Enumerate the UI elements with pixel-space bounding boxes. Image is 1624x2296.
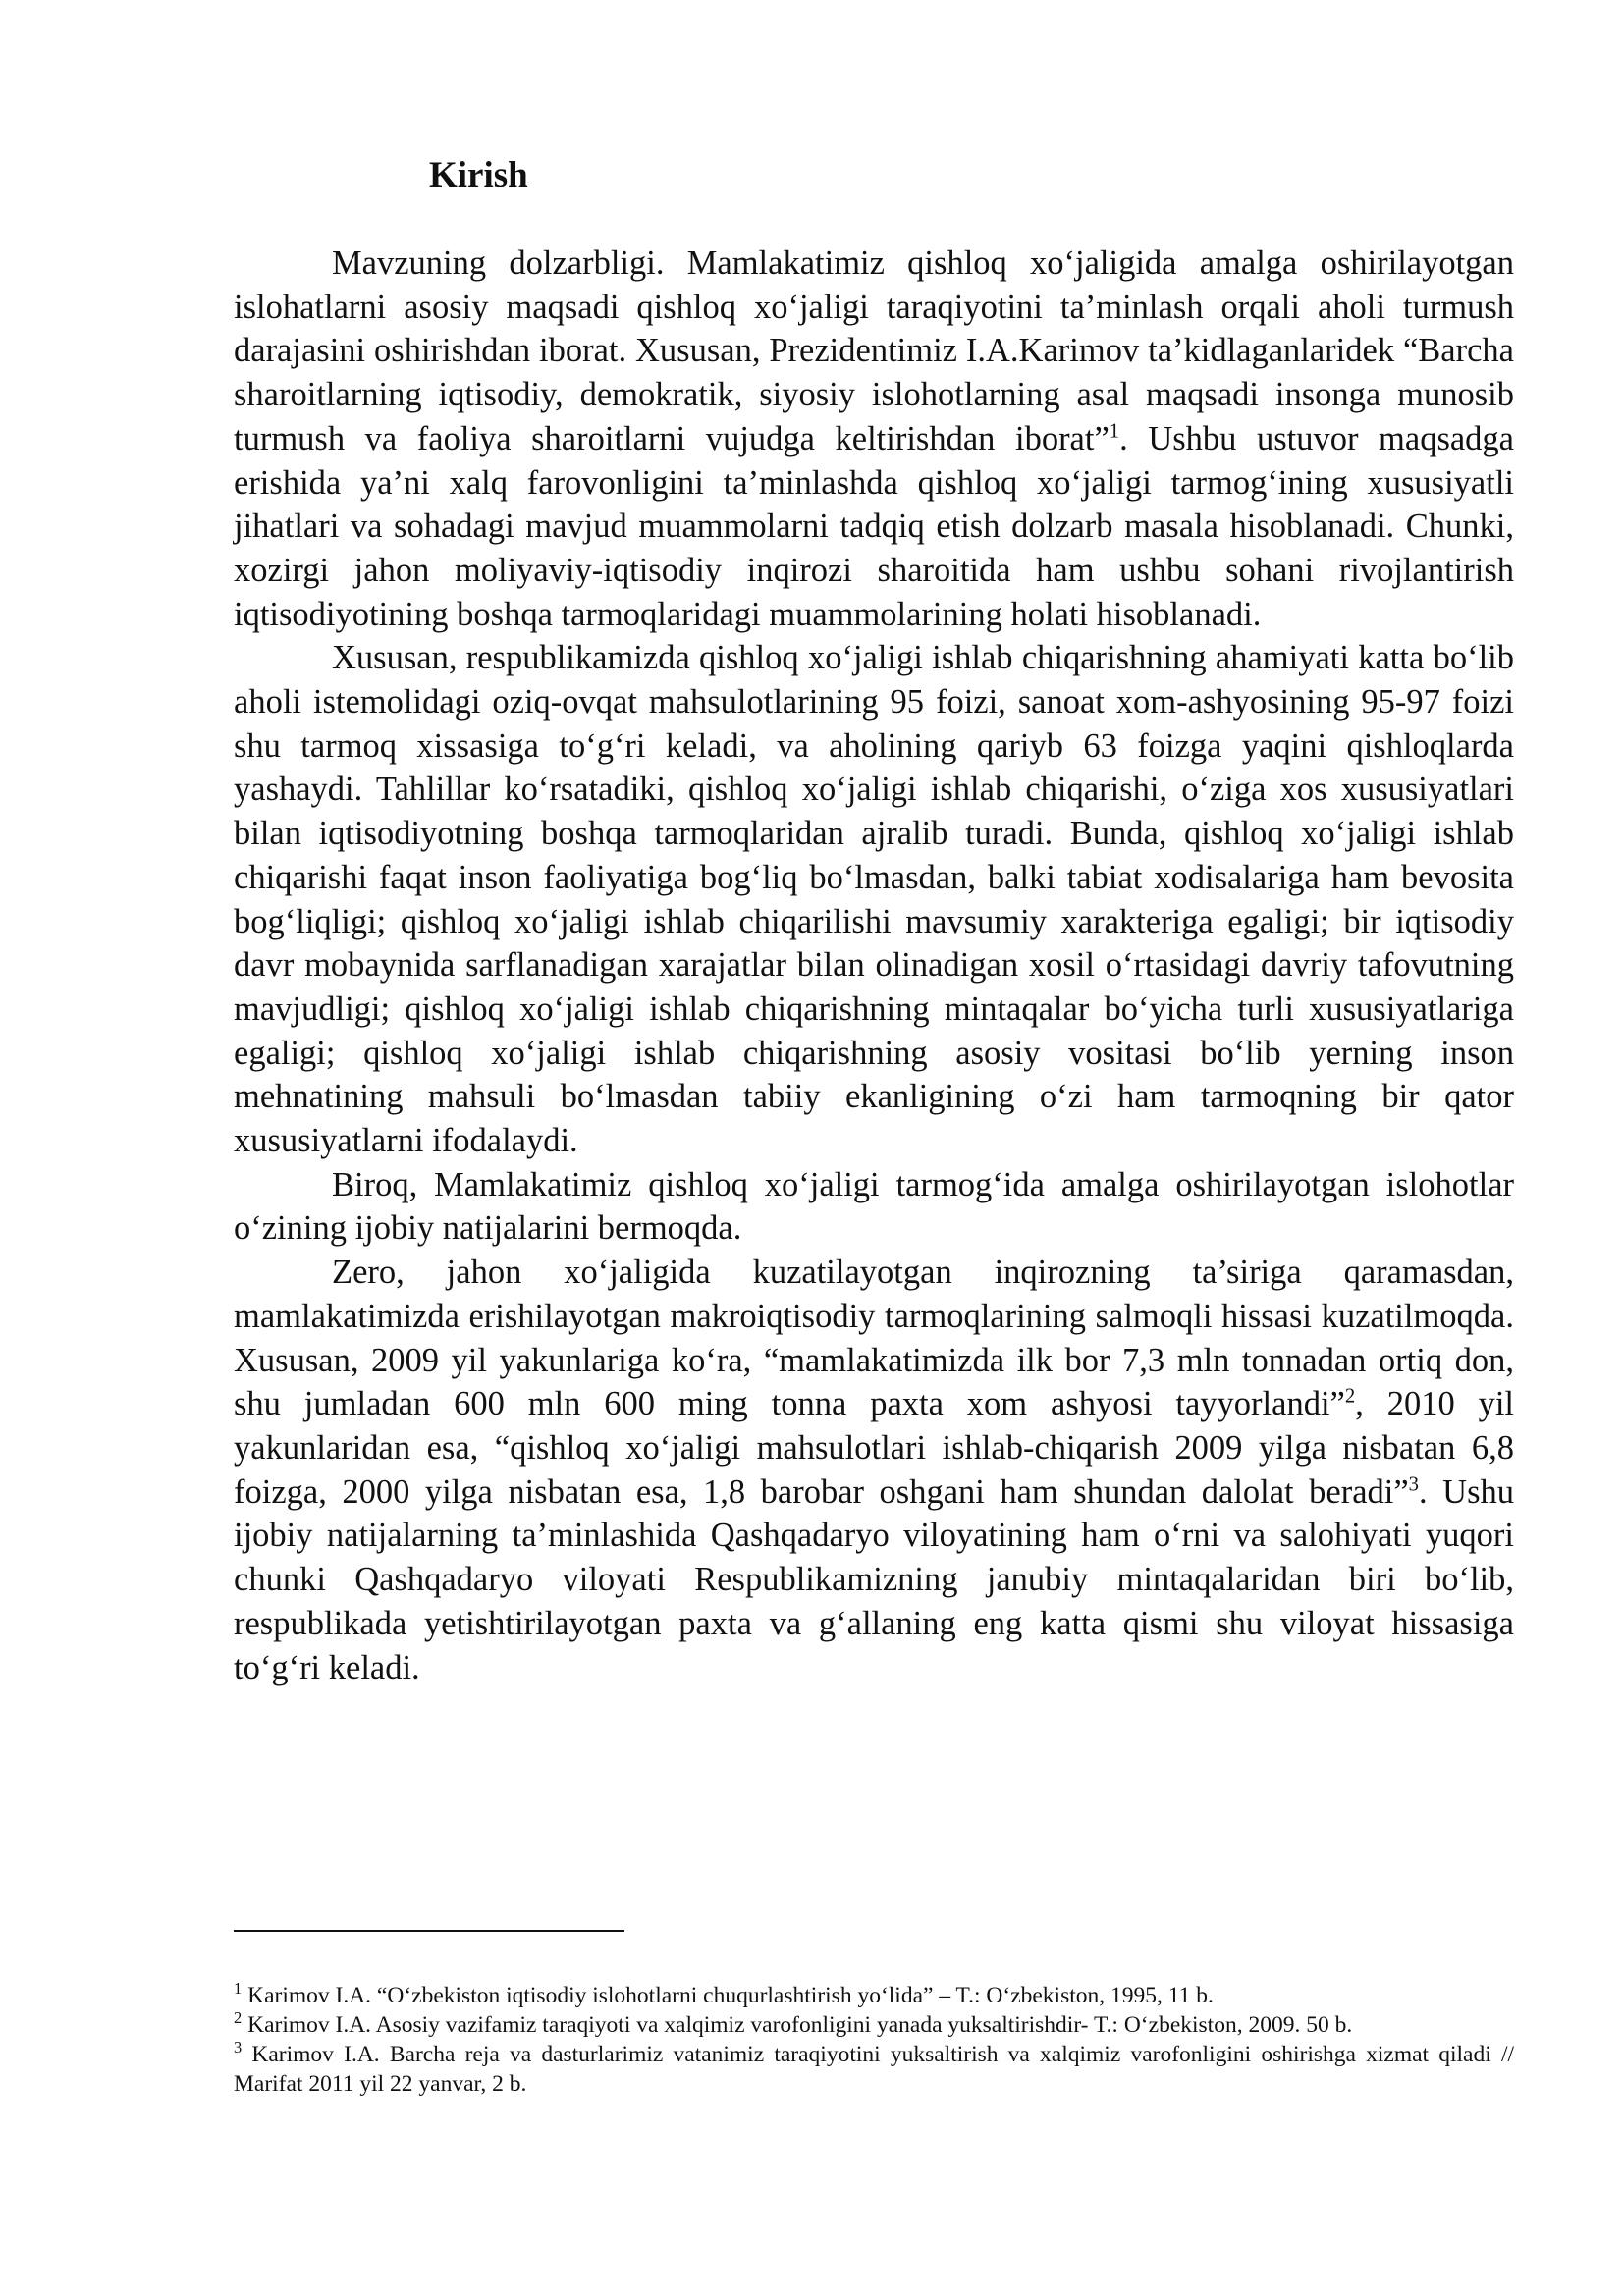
paragraph-text: Mavzuning dolzarbligi. Mamlakatimiz qishloq xo‘jaligida amalga oshirilayotgan islohatlarni asosiy maqsadi qishloq xo‘jaligi taraqiyotini ta’minlash orqali aholi turmush darajasini oshirishdan iborat. Xususan, Prezidentimiz I.A.Karimov ta’kidlaganlaridek “Barcha sharoitlarning iqtisodiy, demokratik, siyosiy islohotlarning asal maqsadi insonga munosib turmush va faoliya sharoitlarni vujudga keltirishdan iborat” bbox=[234, 244, 1514, 457]
footnote-ref[interactable]: 3 bbox=[1408, 1473, 1420, 1496]
paragraph-text: . Ushbu ustuvor maqsadga erishida ya’ni xalq farovonligini ta’minlashda qishloq xo‘jaligi tarmog‘ining xususiyatli jihatlari va sohadagi mavjud muammolarni tadqiq etish dolzarb masala hisoblanadi. Chunki, xozirgi jahon moliyaviy-iqtisodiy inqirozi sharoitida ham ushbu sohani rivojlantirish iqtisodiyotining boshqa tarmoqlaridagi muammolarining holati hisoblanadi. bbox=[234, 419, 1514, 633]
footnote-number: 1 bbox=[234, 1979, 243, 1999]
footnote-number: 2 bbox=[234, 2008, 243, 2028]
paragraph-text: . Ushu ijobiy natijalarning ta’minlashida Qashqadaryo viloyatining ham o‘rni va salohiyati yuqori chunki Qashqadaryo viloyati Respublikamizning janubiy mintaqalaridan biri bo‘lib, respublikada yetishtirilayotgan paxta va g‘allaning eng katta qismi shu viloyat hissasiga to‘g‘ri keladi. bbox=[234, 1472, 1514, 1686]
page-title: Kirish bbox=[429, 155, 528, 195]
body-text bbox=[234, 241, 1514, 1689]
footnote-text: Karimov I.A. “O‘zbekiston iqtisodiy islohotlarni chuqurlashtirish yo‘lida” – T.: O‘zbekiston, 1995, 11 b. bbox=[242, 1983, 1214, 2008]
footnote-ref[interactable]: 2 bbox=[1344, 1385, 1356, 1408]
footnote-number: 3 bbox=[234, 2038, 243, 2057]
paragraph-text: , 2010 yil yakunlaridan esa, “qishloq xo‘jaligi mahsulotlari ishlab-chiqarish 2009 yilga nisbatan 6,8 foizga, 2000 yilga nisbatan esa, 1,8 barobar oshgani ham shundan dalolat beradi” bbox=[234, 1385, 1514, 1511]
paragraph-agriculture-features: Xususan, respublikamizda qishloq xo‘jaligi ishlab chiqarishning ahamiyati katta bo‘lib aholi istemolidagi oziq-ovqat mahsulotlarining 95 foizi, sanoat xom-ashyosining 95-97 foizi shu tarmoq xissasiga to‘g‘ri keladi, va aholining qariyb 63 foizga yaqini qishloqlarda yashaydi. Tahlillar ko‘rsatadiki, qishloq xo‘jaligi ishlab chiqarishi, o‘ziga xos xususiyatlari bilan iqtisodiyotning boshqa tarmoqlaridan ajralib turadi. Bunda, qishloq xo‘jaligi ishlab chiqarishi faqat inson faoliyatiga bog‘liq bo‘lmasdan, balki tabiat xodisalariga ham bevosita bog‘liqligi; qishloq xo‘jaligi ishlab chiqarilishi mavsumiy xarakteriga egaligi; bir iqtisodiy davr mobaynida sarflanadigan xarajatlar bilan olinadigan xosil o‘rtasidagi davriy tafovutning mavjudligi; qishloq xo‘jaligi ishlab chiqarishning mintaqalar bo‘yicha turli xususiyatlariga egaligi; qishloq xo‘jaligi ishlab chiqarishning asosiy vositasi bo‘lib yerning inson mehnatining mahsuli bo‘lmasdan tabiiy ekanligining o‘zi ham tarmoqning bir qator xususiyatlarni ifodalaydi. bbox=[234, 639, 1514, 1160]
footnote-divider bbox=[234, 1930, 624, 1932]
paragraph-reforms: Biroq, Mamlakatimiz qishloq xo‘jaligi tarmog‘ida amalga oshirilayotgan islohotlar o‘zining ijobiy natijalarini bermoqda. bbox=[234, 1165, 1514, 1248]
footnote-ref[interactable]: 1 bbox=[1109, 420, 1120, 443]
footnote-1 bbox=[234, 1981, 1514, 2010]
footnotes bbox=[234, 1981, 1514, 2099]
paragraph-relevance bbox=[234, 241, 1514, 636]
footnote-text: Karimov I.A. Barcha reja va dasturlarimiz vatanimiz taraqiyotini yuksaltirish va xalqimiz varofonligini oshirishga xizmat qiladi // Marifat 2011 yil 22 yanvar, 2 b. bbox=[234, 2042, 1514, 2097]
footnote-3 bbox=[234, 2040, 1514, 2099]
paragraph-text: Zero, jahon xo‘jaligida kuzatilayotgan inqirozning ta’siriga qaramasdan, mamlakatimizda erishilayotgan makroiqtisodiy tarmoqlarining salmoqli hissasi kuzatilmoqda. Xususan, 2009 yil yakunlariga ko‘ra, “mamlakatimizda ilk bor 7,3 mln tonnadan ortiq don, shu jumladan 600 mln 600 ming tonna paxta xom ashyosi tayyorlandi” bbox=[234, 1254, 1514, 1423]
paragraph-results bbox=[234, 1251, 1514, 1689]
footnote-text: Karimov I.A. Asosiy vazifamiz taraqiyoti va xalqimiz varofonligini yanada yuksaltirishdir- T.: O‘zbekiston, 2009. 50 b. bbox=[242, 2012, 1353, 2038]
footnote-2 bbox=[234, 2010, 1514, 2040]
